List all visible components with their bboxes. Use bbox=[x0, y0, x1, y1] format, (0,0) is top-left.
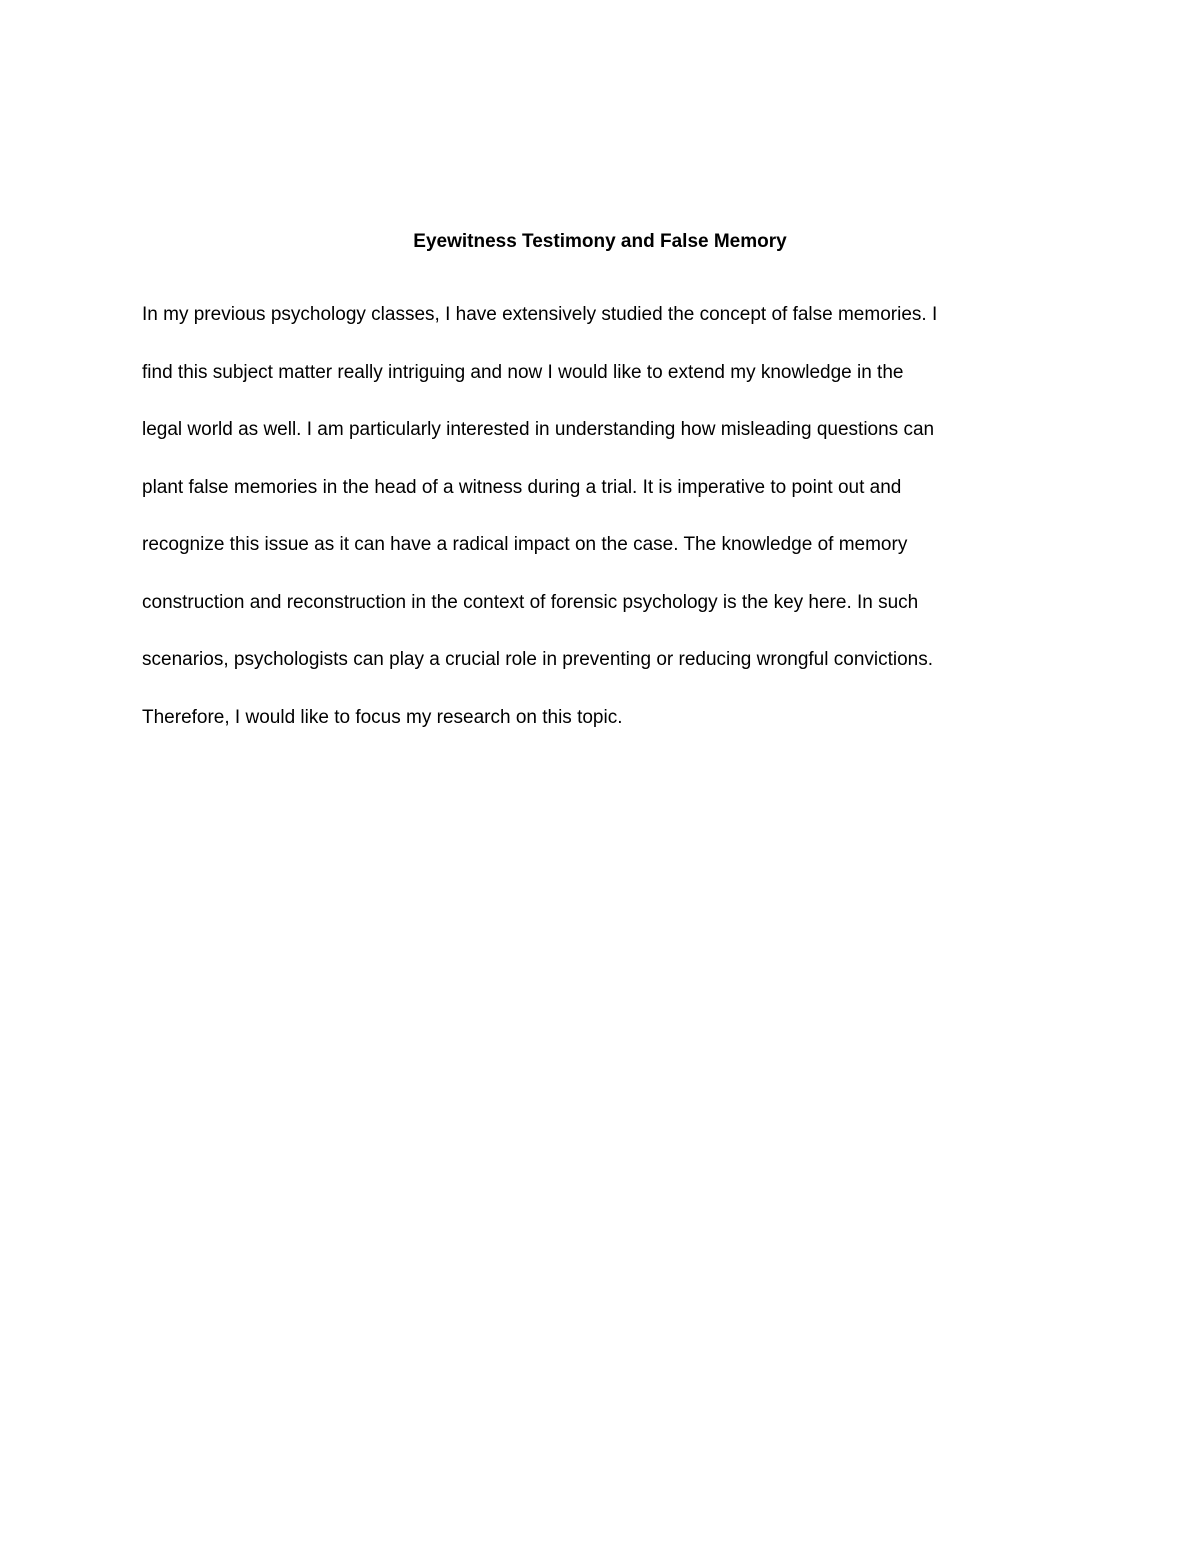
paragraph-line-8: Therefore, I would like to focus my research on this topic. bbox=[142, 706, 623, 728]
paragraph-line-5: recognize this issue as it can have a radical impact on the case. The knowledge of memory bbox=[142, 534, 908, 555]
paragraph-line-6: construction and reconstruction in the context of forensic psychology is the key here. In such bbox=[142, 591, 919, 613]
body-paragraph bbox=[142, 286, 1062, 746]
document-title: Eyewitness Testimony and False Memory bbox=[413, 231, 787, 252]
paragraph-line-1: In my previous psychology classes, I have extensively studied the concept of false memories. I bbox=[142, 304, 938, 325]
paragraph-line-7: scenarios, psychologists can play a crucial role in preventing or reducing wrongful convictions. bbox=[142, 649, 934, 670]
paragraph-line-3: legal world as well. I am particularly interested in understanding how misleading questions can bbox=[142, 419, 935, 440]
paragraph-line-4: plant false memories in the head of a witness during a trial. It is imperative to point out and bbox=[142, 476, 902, 498]
paragraph-line-2: find this subject matter really intriguing and now I would like to extend my knowledge in the bbox=[142, 361, 904, 383]
